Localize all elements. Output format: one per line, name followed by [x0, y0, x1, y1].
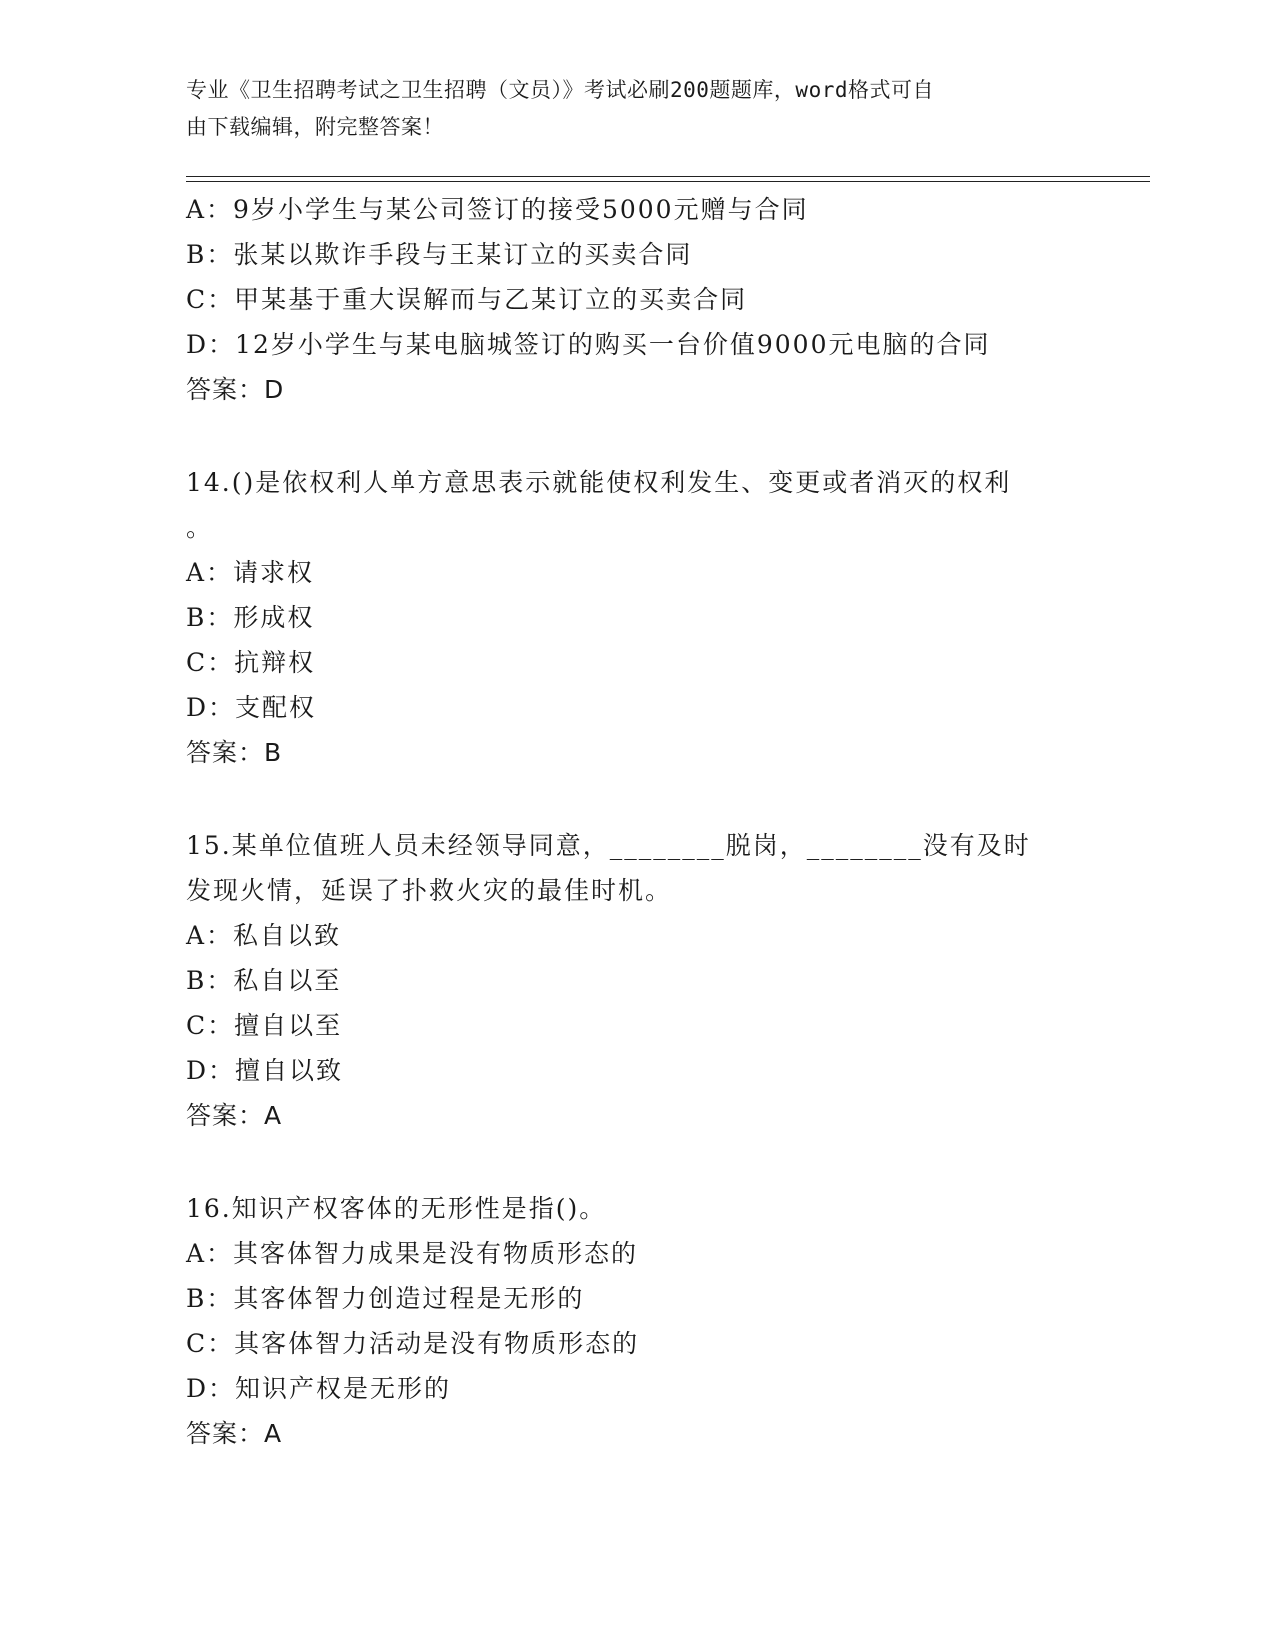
question-spacer [186, 1138, 1106, 1186]
option-a: A：其客体智力成果是没有物质形态的 [186, 1239, 639, 1268]
question-spacer [186, 412, 1106, 460]
option-a: A：9岁小学生与某公司签订的接受5000元赠与合同 [186, 195, 809, 224]
question-stem: 14.()是依权利人单方意思表示就能使权利发生、变更或者消灭的权利 [186, 468, 1012, 497]
option-a: A：私自以致 [186, 921, 342, 950]
option-c: C：其客体智力活动是没有物质形态的 [186, 1329, 640, 1358]
question-spacer [186, 775, 1106, 823]
question-16 [186, 1186, 1106, 1456]
option-d: D：12岁小学生与某电脑城签订的购买一台价值9000元电脑的合同 [186, 330, 991, 359]
option-b: B：其客体智力创造过程是无形的 [186, 1284, 585, 1313]
option-d: D：擅自以致 [186, 1056, 344, 1085]
answer: 答案：D [186, 375, 285, 404]
question-list [186, 187, 1106, 1456]
question-stem-continued: 发现火情，延误了扑救火灾的最佳时机。 [186, 876, 673, 905]
answer: 答案：B [186, 738, 283, 767]
header-divider-top [186, 176, 1150, 177]
answer: 答案：A [186, 1101, 283, 1130]
option-d: D：支配权 [186, 693, 317, 722]
question-stem: 15.某单位值班人员未经领导同意，________脱岗，________没有及时 [186, 831, 1031, 860]
header-line-2: 由下载编辑，附完整答案！ [186, 115, 444, 139]
document-header [186, 72, 1086, 146]
option-c: C：甲某基于重大误解而与乙某订立的买卖合同 [186, 285, 748, 314]
question-stem: 16.知识产权客体的无形性是指()。 [186, 1194, 607, 1223]
answer: 答案：A [186, 1419, 283, 1448]
question-13 [186, 187, 1106, 412]
question-14 [186, 460, 1106, 775]
option-a: A：请求权 [186, 558, 315, 587]
question-stem-continued: 。 [186, 513, 214, 542]
header-line-1: 专业《卫生招聘考试之卫生招聘（文员）》考试必刷200题题库，word格式可自 [186, 78, 934, 102]
option-b: B：张某以欺诈手段与王某订立的买卖合同 [186, 240, 693, 269]
option-b: B：形成权 [186, 603, 315, 632]
option-d: D：知识产权是无形的 [186, 1374, 452, 1403]
option-c: C：抗辩权 [186, 648, 316, 677]
question-15 [186, 823, 1106, 1138]
option-b: B：私自以至 [186, 966, 342, 995]
option-c: C：擅自以至 [186, 1011, 343, 1040]
header-divider-bottom [186, 181, 1150, 182]
